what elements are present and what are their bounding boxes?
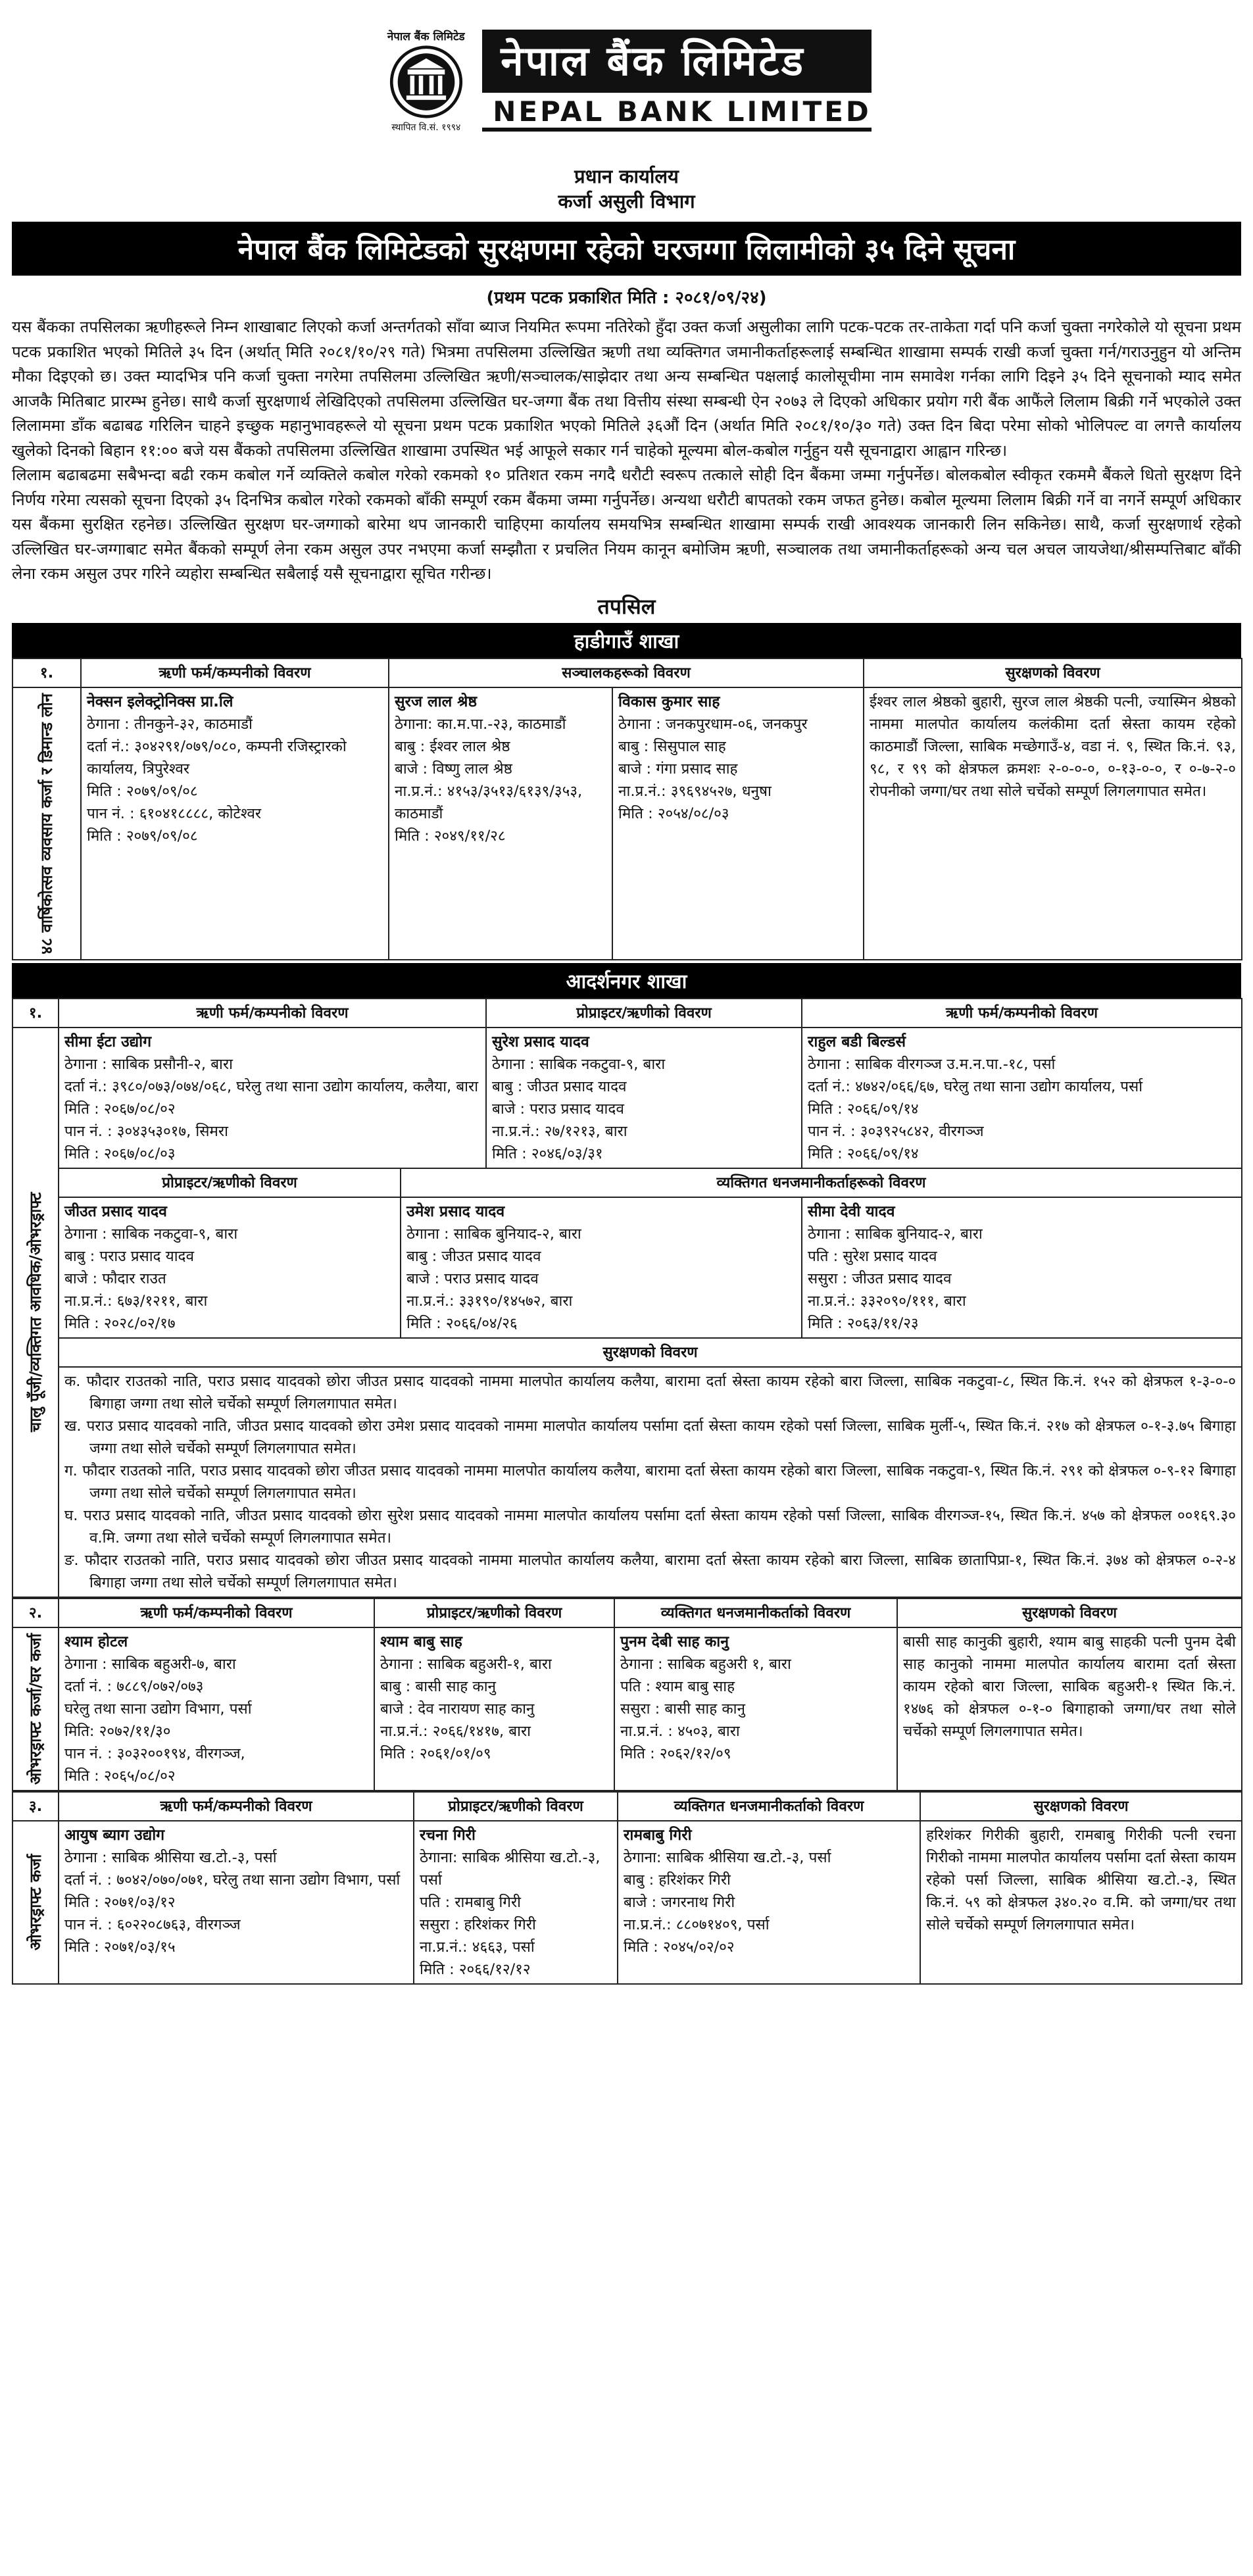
detail-line: दर्ता नं.: ३०४२९१/०७९/०८०, कम्पनी रजिस्ट्रारको कार्यालय, त्रिपुरेश्वर [87, 737, 347, 778]
detail-line: ठेगाना : साबिक नकटुवा-९, बारा [492, 1056, 666, 1074]
col-header-firm-2: ऋणी फर्म/कम्पनीको विवरण [802, 999, 1242, 1028]
branch-adarshanagar-bar: आदर्शनगर शाखा [12, 963, 1241, 998]
detail-line: बाजे : पराउ प्रसाद यादव [406, 1270, 539, 1288]
guarantor-name: रामबाबु गिरी [624, 1827, 692, 1845]
detail-line: ठेगाना : साबिक बुनियाद-२, बारा [406, 1226, 581, 1243]
director-2-details [612, 687, 864, 960]
col-header-firm-1: ऋणी फर्म/कम्पनीको विवरण [59, 999, 486, 1028]
loan-type-label: चालु पूँजी/व्यक्तिगत आवधिक/ओभरड्राफ्ट [12, 1028, 59, 1597]
proprietor-name: रचना गिरी [420, 1827, 476, 1845]
security-item: घ. पराउ प्रसाद यादवको नाति, जीउत प्रसाद यादवको छोरा सुरेश प्रसाद यादवको नाममा मालपोत कार्यालय पर्सामा दर्ता स्रेस्ता कायम रहेको पर्सा जिल्ला, साबिक वीरगञ्ज-१५, स्थित कि.नं. ४५७ को क्षेत्रफल ००१६९.३० व.मि. जग्गा तथा सोले चर्चेको सम्पूर्ण लिगलगापात समेत। [64, 1507, 1237, 1547]
detail-line: ना.प्र.नं.: ४१५३/३५१३/६१३९/३५३, काठमाडौं [395, 782, 583, 822]
detail-line: ठेगाना : तीनकुने-३२, काठमाडौं [87, 715, 253, 733]
detail-line: मिति : २०६६/०९/१४ [808, 1145, 919, 1163]
detail-line: पान नं. : ३०४३५३०१७, सिमरा [64, 1123, 228, 1141]
proprietor-details [414, 1821, 618, 1984]
proprietor-1-details [486, 1028, 802, 1168]
row-number: ३. [12, 1792, 59, 1821]
guarantor-details [614, 1627, 897, 1791]
col-header-guarantor: व्यक्तिगत धनजमानीकर्ताको विवरण [618, 1792, 920, 1821]
borrower-details [59, 1821, 414, 1984]
col-header-proprietor-1: प्रोप्राइटर/ऋणीको विवरण [486, 999, 802, 1028]
bank-header [0, 0, 1253, 161]
col-header-borrower: ऋणी फर्म/कम्पनीको विवरण [81, 658, 389, 687]
office-block [0, 164, 1253, 214]
schedule-heading: तपसिल [597, 593, 656, 619]
firm-2-details [802, 1028, 1242, 1168]
detail-line: ठेगाना : साबिक बहुअरी १, बारा [620, 1656, 791, 1673]
detail-line: ना.प्र.नं.: ४६६३, पर्सा [420, 1939, 535, 1956]
detail-line: ठेगाना: का.म.पा.-२३, काठमाडौं [395, 715, 566, 733]
security-item: ङ. फौदार राउतको नाति, पराउ प्रसाद यादवको छोरा जीउत प्रसाद यादवको नाममा मालपोत कार्यालय कलैया, बारामा दर्ता स्रेस्ता कायम रहेको बारा जिल्ला, साबिक छातापिप्रा-१, स्थित कि.नं. ३७४ को क्षेत्रफल ०-२-४ बिगाहा जग्गा तथा सोले चर्चेको सम्पूर्ण लिगलगापात समेत। [64, 1552, 1237, 1592]
detail-line: दर्ता नं.: ४७४२/०६६/६७, घरेलु तथा साना उद्योग कार्यालय, पर्सा [808, 1078, 1143, 1096]
detail-line: ससुरा : जीउत प्रसाद यादव [808, 1270, 952, 1288]
director-name: विकास कुमार साह [618, 693, 720, 710]
borrower-name: आयुष ब्याग उद्योग [64, 1827, 165, 1845]
detail-line: घरेलु तथा साना उद्योग विभाग, पर्सा [64, 1700, 252, 1718]
body-paragraph-2: लिलाम बढाबढमा सबैभन्दा बढी रकम कबोल गर्ने व्यक्तिले कबोल गरेको रकमको १० प्रतिशत रकम नगदै धरौटी स्वरूप तत्काले सोही दिन बैंकमा जम्मा गर्नुपर्नेछ। बोलकबोल स्वीकृत रकममै बैंकले धितो सुरक्षण दिने निर्णय गरेमा त्यसको सूचना दिएको ३५ दिनभित्र कबोल गरेको रकमको बाँकी सम्पूर्ण रकम बैंकमा जम्मा गर्नुपर्नेछ। अन्यथा धरौटी बापतको रकम जफत हुनेछ। कबोल मूल्यमा लिलाम बिक्री गर्ने वा नगर्ने सम्पूर्ण अधिकार यस बैंकमा सुरक्षित रहनेछ। उल्लिखित सुरक्षण घर-जग्गाको बारेमा थप जानकारी चाहिएमा कार्यालय समयभित्र सम्बन्धित शाखामा सम्पर्क राखी आवश्यक जानकारी लिन सकिनेछ। साथै, कर्जा सुरक्षणार्थ रहेको उल्लिखित घर-जग्गाबाट समेत बैंकको सम्पूर्ण लेना रकम असुल उपर नभएमा कर्जा सम्झौता र प्रचलित नियम कानून बमोजिम ऋणी, सञ्चालक तथा जमानीकर्ताहरूको अन्य चल अचल जायजेथा/श्रीसम्पत्तिबाट बाँकी लेना रकम असुल उपर गरिने व्यहोरा सम्बन्धित सबैलाई यसै सूचनाद्वारा सूचित गरीन्छ। [12, 466, 1241, 583]
detail-line: ना.प्र.नं. : ४५०३, बारा [620, 1723, 740, 1741]
loan-type-label: ४८ वार्षिकोत्सव व्यवसाय कर्जा र डिमान्ड लोन [12, 687, 81, 960]
detail-line: पान नं. : ३०३९२५८४२, वीरगञ्ज [808, 1123, 984, 1141]
detail-line: ना.प्र.नं.: ६७३/१२११, बारा [64, 1293, 208, 1310]
detail-line: बाबु : सिसुपाल साह [618, 737, 726, 755]
detail-line: बाबु : बासी साह कानु [380, 1678, 497, 1696]
detail-line: ठेगाना : साबिक बहुअरी-१, बारा [380, 1656, 552, 1673]
col-header-directors: सञ्चालकहरूको विवरण [389, 658, 864, 687]
firm-name: राहुल बडी बिल्डर्स [808, 1033, 906, 1051]
detail-line: ना.प्र.नं.: ३३१९०/१४५७२, बारा [406, 1293, 573, 1310]
director-1-details [389, 687, 612, 960]
col-header-security: सुरक्षणको विवरण [864, 658, 1242, 687]
security-details: ईश्वर लाल श्रेष्ठको बुहारी, सुरज लाल श्रेष्ठकी पत्नी, ज्यास्मिन श्रेष्ठको नाममा मालपोत कार्यालय कलंकीमा दर्ता स्रेस्ता कायम रहेको काठमाडौं जिल्ला, साबिक मच्छेगाउँ-४, वडा नं. ९, स्थित कि.नं. ९३, ९८, र ९९ को क्षेत्रफल क्रमशः २-०-०-०, ०-१३-०-०, र ०-७-२-० रोपनीको जग्गा/घर तथा सोले चर्चेको सम्पूर्ण लिगलगापात समेत। [864, 687, 1242, 960]
col-header-guarantors: व्यक्तिगत धनजमानीकर्ताहरूको विवरण [401, 1168, 1242, 1197]
borrower-details [81, 687, 389, 960]
detail-line: ससुरा : बासी साह कानु [620, 1700, 745, 1718]
row-3-table [12, 1791, 1242, 1985]
detail-line: दर्ता नं. : ७८८९/०७२/०७३ [64, 1678, 204, 1696]
row-number: १. [12, 658, 81, 687]
proprietor-name: सुरेश प्रसाद यादव [492, 1033, 589, 1051]
borrower-name: नेक्सन इलेक्ट्रोनिक्स प्रा.लि [87, 693, 233, 710]
detail-line: बाजे : फौदार राउत [64, 1270, 166, 1288]
detail-line: पान नं. : ३०३२००१९४, वीरगञ्ज, [64, 1745, 245, 1763]
detail-line: बाबु : जीउत प्रसाद यादव [406, 1248, 541, 1266]
detail-line: मिति : २०६६/०४/२६ [406, 1315, 518, 1333]
guarantor-1-details [401, 1197, 802, 1338]
adarshanagar-table [12, 998, 1242, 1598]
detail-line: ठेगाना : साबिक श्रीसिया ख.टो.-३, पर्सा [64, 1849, 277, 1867]
detail-line: मिति : २०६७/०८/०२ [64, 1101, 176, 1118]
notice-body [0, 309, 1253, 587]
detail-line: ना.प्र.नं.: ३९६९४५२७, धनुषा [618, 782, 772, 800]
detail-line: ठेगाना : साबिक बहुअरी-७, बारा [64, 1656, 236, 1673]
seal-top-text: नेपाल बैंक लिमिटेड [387, 30, 465, 43]
proprietor-name: जीउत प्रसाद यादव [64, 1203, 167, 1221]
detail-line: मिति : २०६३/११/२३ [808, 1315, 919, 1333]
notice-title: नेपाल बैंक लिमिटेडको सुरक्षणमा रहेको घरजग्गा लिलामीको ३५ दिने सूचना [12, 222, 1241, 276]
detail-line: मिति : २०७१/०३/१२ [64, 1894, 176, 1912]
detail-line: दर्ता नं. : ७०४२/०७०/०७१, घरेलु तथा साना उद्योग विभाग, पर्सा [64, 1871, 401, 1889]
row-2-table [12, 1598, 1242, 1791]
guarantor-name: सीमा देवी यादव [808, 1203, 895, 1221]
col-header-borrower: ऋणी फर्म/कम्पनीको विवरण [59, 1598, 374, 1627]
detail-line: बाबु : ईश्वर लाल श्रेष्ठ [395, 737, 510, 755]
body-paragraph-1: यस बैंकका तपसिलका ऋणीहरूले निम्न शाखाबाट लिएको कर्जा अन्तर्गतको साँवा ब्याज नियमित रूपमा नतिरेको हुँदा उक्त कर्जा असुलीका लागि पटक-पटक तर-ताकेता गर्दा पनि कर्जा चुक्ता नगरेकोले यो सूचना प्रथम पटक प्रकाशित भएको मितिले ३५ दिन (अर्थात् मिति २०८१/१०/२९ गते) भित्रमा तपसिलमा उल्लिखित ऋणी तथा व्यक्तिगत जमानीकर्ताहरूलाई सम्बन्धित शाखामा सम्पर्क राखी कर्जा चुक्ता गर्न/गराउनुहुन यो अन्तिम मौका दिइएको छ। उक्त म्यादभित्र पनि कर्जा चुक्ता नगरेमा तपसिलमा उल्लिखित ऋणी/सञ्चालक/साझेदार तथा अन्य सम्बन्धित पक्षलाई कालोसूचीमा नाम समावेश गर्नका लागि दिइने ३५ दिने सूचनाको म्याद समेत आजकै मितिबाट प्रारम्भ हुनेछ। साथै कर्जा सुरक्षणार्थ लेखिदिएको तपसिलमा उल्लिखित घर-जग्गा बैंक तथा वित्तीय संस्था सम्बन्धी ऐन २०७३ ले दिएको अधिकार प्रयोग गरी बैंक आफैंले लिलाम बिक्री गर्ने भएकोले उक्त लिलाममा डाँक बढाबढ गरिलिन चाहने इच्छुक महानुभावहरूले यो सूचना प्रथम पटक प्रकाशित भएको मितिले ३६औं दिन (अर्थात मिति २०८१/१०/३० गते) उक्त दिन बिदा परेमा सोको भोलिपल्ट वा लगत्तै कार्यालय खुलेको दिनको बिहान ११:०० बजे यस बैंकको तपसिलमा उल्लिखित शाखामा उपस्थित भई आफूले सकार गर्न चाहेको मूल्यमा बोल-कबोल गर्नुहुन यसै सूचनाद्वारा आह्वान गरिन्छ। [12, 318, 1241, 460]
detail-line: ठेगाना: साबिक श्रीसिया ख.टो.-३, पर्सा [420, 1849, 601, 1889]
detail-line: मिति : २०६६/०९/१४ [808, 1101, 919, 1118]
col-header-security: सुरक्षणको विवरण [920, 1792, 1242, 1821]
detail-line: ठेगाना : साबिक नकटुवा-९, बारा [64, 1226, 238, 1243]
detail-line: दर्ता नं.: ३९८०/०७३/०७४/०६८, घरेलु तथा साना उद्योग कार्यालय, कलैया, बारा [64, 1078, 479, 1096]
detail-line: ना.प्र.नं.: २०६६/१४१७, बारा [380, 1723, 531, 1741]
office-line-2: कर्जा असुली विभाग [558, 190, 695, 212]
row-number: २. [12, 1598, 59, 1627]
detail-line: पति : श्याम बाबु साह [620, 1678, 735, 1696]
detail-line: ठेगाना: साबिक श्रीसिया ख.टो.-३, पर्सा [624, 1849, 831, 1867]
col-header-guarantor: व्यक्तिगत धनजमानीकर्ताको विवरण [614, 1598, 897, 1627]
detail-line: बाजे : जगरनाथ गिरी [624, 1894, 735, 1912]
detail-line: मिति : २०६६/१२/१२ [420, 1961, 531, 1979]
branch-hadigaun-bar: हाडीगाउँ शाखा [12, 623, 1241, 658]
security-details: हरिशंकर गिरीकी बुहारी, रामबाबु गिरीकी पत्नी रचना गिरीको नाममा मालपोत कार्यालय पर्सामा दर्ता स्रेस्ता कायम रहेको पर्सा जिल्ला, साबिक श्रीसिया ख.टो.-३, स्थित कि.नं. ५९ को क्षेत्रफल ३४०.२० व.मि. को जग्गा/घर तथा सोले चर्चेको सम्पूर्ण लिगलगापात समेत। [920, 1821, 1242, 1984]
detail-line: मिति : २०६५/०८/०२ [64, 1768, 176, 1785]
detail-line: बाजे : गंगा प्रसाद साह [618, 760, 738, 778]
borrower-details [59, 1627, 374, 1791]
detail-line: मिति : २०६७/०८/०३ [64, 1145, 176, 1163]
detail-line: पान नं. : ६१०४१८८८८, कोटेश्वर [87, 805, 262, 822]
brand-name-nepali: नेपाल बैंक लिमिटेड [482, 30, 872, 93]
firm-name: सीमा ईटा उद्योग [64, 1033, 152, 1051]
detail-line: पति : रामबाबु गिरी [420, 1894, 522, 1912]
security-details [59, 1367, 1242, 1597]
detail-line: मिति : २०७१/०३/१५ [64, 1939, 176, 1956]
proprietor-details [374, 1627, 614, 1791]
proprietor-name: श्याम बाबु साह [380, 1633, 462, 1651]
security-item: ग. फौदार राउतको नाति, पराउ प्रसाद यादवको छोरा जीउत प्रसाद यादवको नाममा मालपोत कार्यालय कलैया, बारामा दर्ता स्रेस्ता कायम रहेको बारा जिल्ला, साबिक नकटुवा-९, स्थित कि.नं. २९१ को क्षेत्रफल ०-९-१२ बिगाहा जग्गा तथा सोले चर्चेको सम्पूर्ण लिगलगापात समेत। [64, 1462, 1237, 1502]
detail-line: बाबु : जीउत प्रसाद यादव [492, 1078, 627, 1096]
detail-line: बाजे : पराउ प्रसाद यादव [492, 1101, 624, 1118]
detail-line: ठेगाना : साबिक वीरगञ्ज उ.म.न.पा.-१८, पर्सा [808, 1056, 1056, 1074]
detail-line: पान नं. : ६०२२०८७६३, वीरगञ्ज [64, 1916, 241, 1934]
office-line-1: प्रधान कार्यालय [574, 165, 679, 187]
detail-line: मिति : २०६२/१२/०९ [620, 1745, 731, 1763]
loan-type-label: ओभरड्राफ्ट कर्जा/घर कर्जा [12, 1627, 59, 1791]
seal-emblem-icon [387, 45, 465, 119]
guarantor-name: पुनम देबी साह कानु [620, 1633, 729, 1651]
detail-line: ठेगाना : साबिक प्रसौनी-२, बारा [64, 1056, 233, 1074]
detail-line: बाजे : विष्णु लाल श्रेष्ठ [395, 760, 512, 778]
detail-line: ना.प्र.नं.: ८८०७१४०९, पर्सा [624, 1916, 770, 1934]
firm-1-details [59, 1028, 486, 1168]
borrower-name: श्याम होटल [64, 1633, 128, 1651]
detail-line: ठेगाना : जनकपुरधाम-०६, जनकपुर [618, 715, 808, 733]
col-header-security: सुरक्षणको विवरण [897, 1598, 1242, 1627]
hadigaun-table [12, 658, 1242, 961]
guarantor-name: उमेश प्रसाद यादव [406, 1203, 505, 1221]
bank-seal [381, 28, 470, 134]
publication-date: (प्रथम पटक प्रकाशित मिति : २०८१/०९/२४) [486, 288, 767, 308]
detail-line: ठेगाना : साबिक बुनियाद-२, बारा [808, 1226, 983, 1243]
detail-line: मिति : २०४५/०२/०२ [624, 1939, 735, 1956]
logo-group [381, 28, 872, 134]
detail-line: मिति : २०२८/०२/१७ [64, 1315, 176, 1333]
loan-type-label: ओभरड्राफ्ट कर्जा [12, 1821, 59, 1984]
col-header-proprietor: प्रोप्राइटर/ऋणीको विवरण [414, 1792, 618, 1821]
detail-line: ससुरा : हरिशंकर गिरी [420, 1916, 536, 1934]
security-item: ख. पराउ प्रसाद यादवको नाति, जीउत प्रसाद यादवको छोरा उमेश प्रसाद यादवको नाममा मालपोत कार्यालय पर्सामा दर्ता स्रेस्ता कायम रहेको पर्सा जिल्ला, साबिक मुर्ली-५, स्थित कि.नं. २१७ को क्षेत्रफल ०-१-३.७५ बिगाहा जग्गा तथा सोले चर्चेको सम्पूर्ण लिगलगापात समेत। [64, 1418, 1237, 1458]
row-number: १. [12, 999, 59, 1028]
guarantor-details [618, 1821, 920, 1984]
col-header-security: सुरक्षणको विवरण [59, 1338, 1242, 1367]
director-name: सुरज लाल श्रेष्ठ [395, 693, 478, 710]
detail-line: बाबु : पराउ प्रसाद यादव [64, 1248, 194, 1266]
detail-line: मिति : २०७९/०९/०८ [87, 827, 198, 845]
detail-line: मिति : २०६१/०१/०९ [380, 1745, 491, 1763]
detail-line: मिति : २०४६/०३/३१ [492, 1145, 603, 1163]
brand-block [482, 30, 872, 132]
col-header-borrower: ऋणी फर्म/कम्पनीको विवरण [59, 1792, 414, 1821]
detail-line: मिति : २०७९/०९/०८ [87, 782, 198, 800]
brand-name-english: NEPAL BANK LIMITED [482, 93, 872, 132]
detail-line: ना.प्र.नं.: ३३२०९०/१११, बारा [808, 1293, 966, 1310]
col-header-proprietor: प्रोप्राइटर/ऋणीको विवरण [374, 1598, 614, 1627]
detail-line: पति : सुरेश प्रसाद यादव [808, 1248, 937, 1266]
detail-line: ना.प्र.नं.: २७/१२१३, बारा [492, 1123, 627, 1141]
guarantor-2-details [802, 1197, 1242, 1338]
proprietor-2-details [59, 1197, 401, 1338]
security-item: क. फौदार राउतको नाति, पराउ प्रसाद यादवको छोरा जीउत प्रसाद यादवको नाममा मालपोत कार्यालय कलैया, बारामा दर्ता स्रेस्ता कायम रहेको बारा जिल्ला, साबिक नकटुवा-८, स्थित कि.नं. १५२ को क्षेत्रफल १-३-०-० बिगाहा जग्गा तथा सोले चर्चेको सम्पूर्ण लिगलगापात समेत। [64, 1373, 1237, 1413]
seal-bottom-text: स्थापित वि.सं. १९९४ [391, 122, 461, 133]
col-header-proprietor-2: प्रोप्राइटर/ऋणीको विवरण [59, 1168, 401, 1197]
detail-line: मिति: २०७२/११/३० [64, 1723, 171, 1741]
security-details: बासी साह कानुकी बुहारी, श्याम बाबु साहकी पत्नी पुनम देबी साह कानुको नाममा मालपोत कार्यालय बारामा दर्ता स्रेस्ता कायम रहेको बारा जिल्ला, साबिक बहुअरी-१ स्थित कि.नं. १४७६ को क्षेत्रफल ०-१-० बिगाहाको जग्गा/घर तथा सोले चर्चेको सम्पूर्ण लिगलगापात समेत। [897, 1627, 1242, 1791]
detail-line: बाजे : देव नारायण साह कानु [380, 1700, 535, 1718]
detail-line: मिति : २०५४/०८/०३ [618, 805, 729, 822]
detail-line: बाबु : हरिशंकर गिरी [624, 1871, 731, 1889]
detail-line: मिति : २०४९/११/२८ [395, 827, 506, 845]
